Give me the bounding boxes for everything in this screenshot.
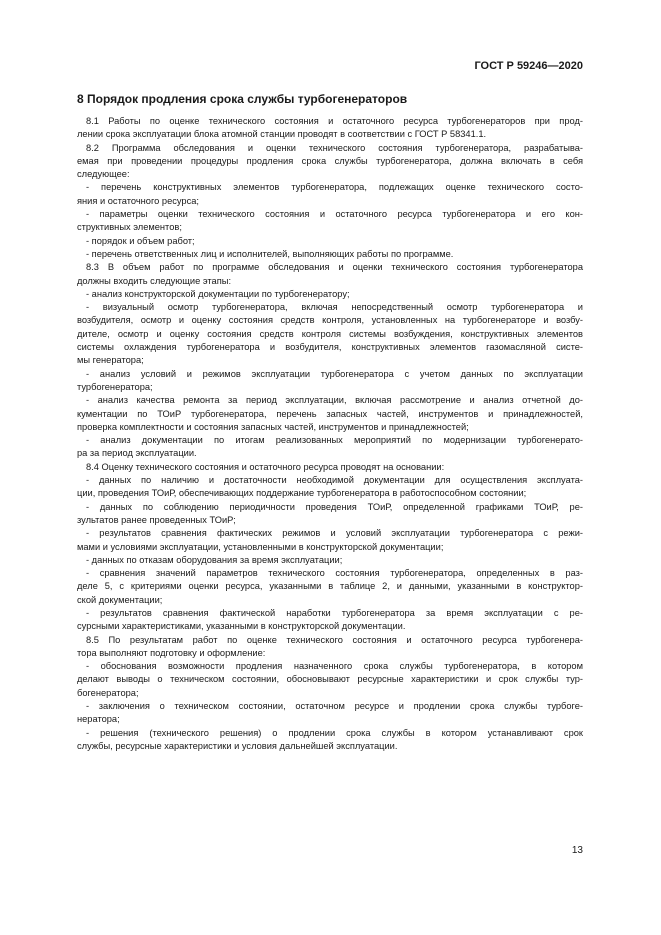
text-line: системы охлаждения турбогенератора и возбудителя, конструктивных элементов газомасляной систе-: [77, 342, 583, 353]
text-line: 8.4 Оценку технического состояния и остаточного ресурса проводят на основании:: [86, 461, 445, 472]
text-line: - анализ качества ремонта за период эксплуатации, включая рассмотрение и анализ отчетной до-: [86, 395, 583, 406]
text-line: лении срока эксплуатации блока атомной станции проводят в соответствии с ГОСТ Р 58341.1.: [77, 129, 487, 140]
text-line: делают выводы о техническом состоянии, обосновывают ресурсные характеристики и срок службы тур-: [77, 674, 583, 685]
text-line: - анализ документации по итогам реализованных мероприятий по модернизации турбогенерато-: [86, 435, 583, 446]
text-line: тора выполняют подготовку и оформление:: [77, 647, 266, 658]
text-line: службы, ресурсные характеристики и условия дальнейшей эксплуатации.: [77, 740, 398, 751]
text-line: ции, проведения ТОиР, обеспечивающих поддержание турбогенератора в работоспособном состоянии;: [77, 488, 527, 499]
page-number: 13: [571, 845, 583, 856]
text-line: мы генератора;: [77, 355, 144, 366]
text-line: емая при проведении процедуры продления срока службы турбогенератора, должна включать в себя: [77, 155, 583, 166]
text-line: богенератора;: [77, 687, 139, 698]
text-line: - перечень конструктивных элементов турбогенератора, подлежащих оценке технического состо-: [86, 182, 583, 193]
text-line: - решения (технического решения) о продлении срока службы в котором устанавливают срок: [86, 727, 583, 738]
text-line: - обоснования возможности продления назначенного срока службы турбогенератора, в котором: [86, 661, 583, 672]
text-line: зультатов ранее проведенных ТОиР;: [77, 514, 236, 525]
text-line: ской документации;: [77, 594, 163, 605]
text-line: - результатов сравнения фактических режимов и условий эксплуатации турбогенератора с режи-: [86, 528, 583, 539]
text-line: - заключения о техническом состоянии, остаточном ресурсе и продлении срока службы турбоге-: [86, 701, 583, 712]
text-line: должны входить следующие этапы:: [77, 275, 232, 286]
text-line: мами и условиями эксплуатации, установленными в конструкторской документации;: [77, 541, 444, 552]
text-line: яния и остаточного ресурса;: [77, 195, 200, 206]
text-line: 8.5 По результатам работ по оценке технического состояния и остаточного ресурса турбогенера-: [86, 634, 583, 645]
text-line: - анализ условий и режимов эксплуатации турбогенератора с учетом данных по эксплуатации: [86, 368, 583, 379]
text-line: - данных по наличию и достаточности необходимой документации для осуществления эксплуата-: [86, 475, 583, 486]
section-title: 8 Порядок продления срока службы турбогенераторов: [77, 92, 408, 106]
text-line: - визуальный осмотр турбогенератора, включая непосредственный осмотр турбогенератора и: [86, 302, 583, 313]
text-line: сурсными характеристиками, указанными в конструкторской документации.: [77, 621, 406, 632]
text-line: проверка комплектности и состояния запасных частей, инструментов и принадлежностей;: [77, 421, 469, 432]
text-line: следующее:: [77, 169, 130, 180]
text-line: - данных по соблюдению периодичности проведения ТОиР, определенной графиками ТОиР, ре-: [86, 501, 583, 512]
text-line: возбудителя, осмотр и оценку состояния средств контроля, установленных на турбогенераторе и возбу-: [77, 315, 583, 326]
text-line: структивных элементов;: [77, 222, 182, 233]
text-line: - перечень ответственных лиц и исполнителей, выполняющих работы по программе.: [86, 248, 454, 259]
text-line: нератора;: [77, 714, 120, 725]
text-line: деле 5, с критериями оценки ресурса, указанными в таблице 2, и данными, указанными в конструктор-: [77, 581, 583, 592]
text-line: - параметры оценки технического состояния и остаточного ресурса турбогенератора и его кон-: [86, 209, 583, 220]
text-line: 8.2 Программа обследования и оценки технического состояния турбогенератора, разрабатыва-: [86, 142, 583, 153]
text-line: ра за период эксплуатации.: [77, 448, 197, 459]
text-line: кументации по ТОиР турбогенератора, перечень запасных частей, инструментов и принадлежностей,: [77, 408, 583, 419]
standard-code-header: ГОСТ Р 59246—2020: [474, 60, 583, 72]
text-line: турбогенератора;: [77, 381, 153, 392]
body-text: [77, 115, 583, 753]
text-line: 8.3 В объем работ по программе обследования и оценки технического состояния турбогенератора: [86, 262, 583, 273]
text-line: - данных по отказам оборудования за время эксплуатации;: [86, 554, 343, 565]
text-line: дителе, осмотр и оценку состояния средств контроля системы возбуждения, конструктивных элементов: [77, 328, 583, 339]
text-line: - сравнения значений параметров технического состояния турбогенератора, определенных в раз-: [86, 568, 583, 579]
text-line: - порядок и объем работ;: [86, 235, 195, 246]
text-line: - анализ конструкторской документации по турбогенератору;: [86, 288, 350, 299]
text-line: - результатов сравнения фактической наработки турбогенератора за время эксплуатации с ре-: [86, 607, 583, 618]
text-line: 8.1 Работы по оценке технического состояния и остаточного ресурса турбогенераторов при прод-: [86, 116, 583, 126]
